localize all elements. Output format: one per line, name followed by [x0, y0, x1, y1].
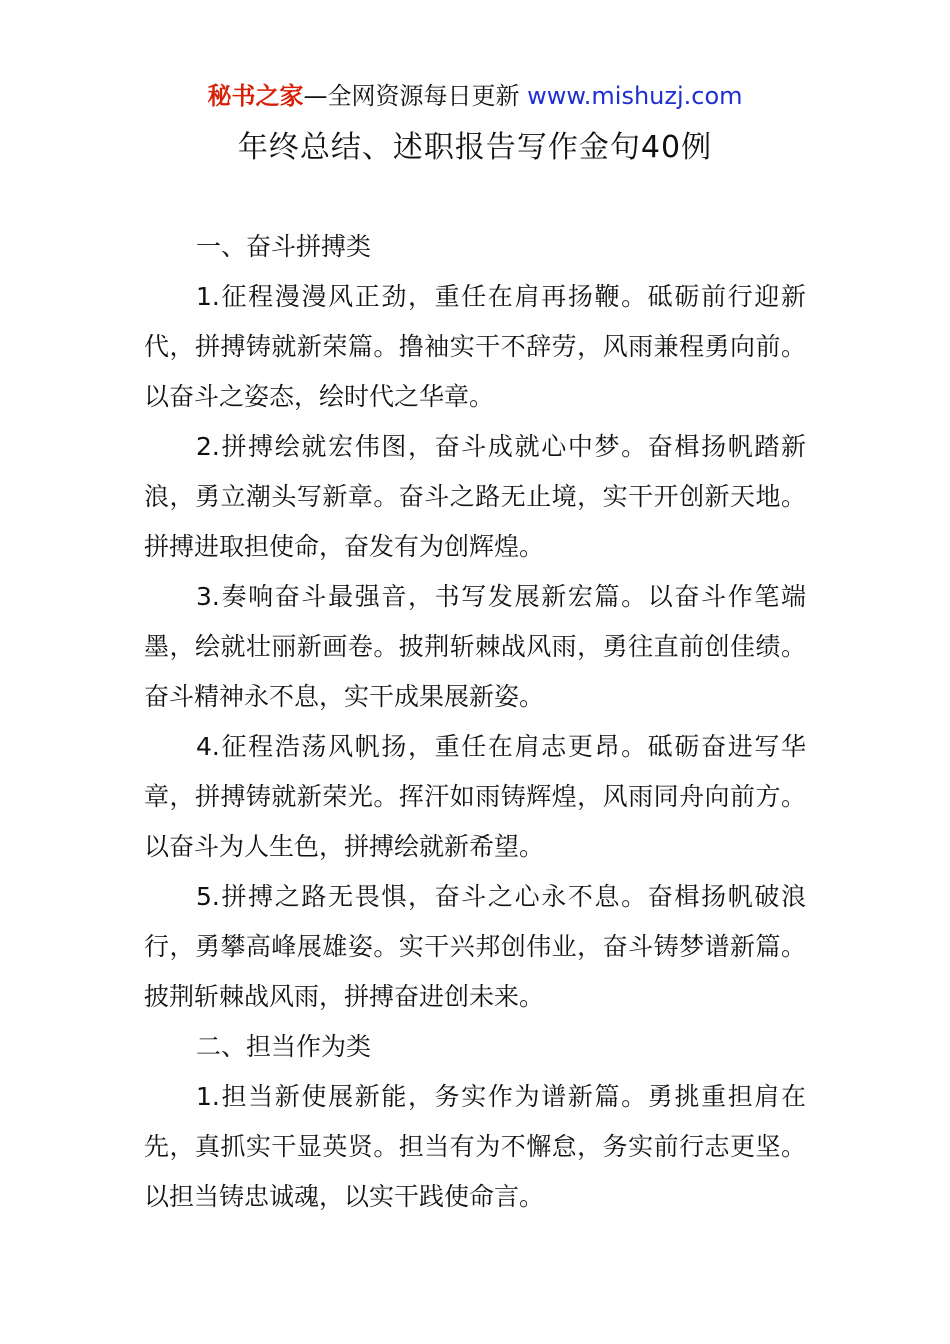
section-heading: 二、担当作为类 — [196, 1032, 372, 1061]
site-header — [0, 79, 950, 113]
paragraph: 5.拼搏之路无畏惧，奋斗之心永不息。奋楫扬帆破浪行，勇攀高峰展雄姿。实干兴邦创伟业，奋斗铸梦谱新篇。披荆斩棘战风雨，拼搏奋进创未来。 — [144, 882, 806, 1011]
document-body — [144, 222, 806, 1222]
paragraph: 3.奏响奋斗最强音，书写发展新宏篇。以奋斗作笔端墨，绘就壮丽新画卷。披荆斩棘战风雨，勇往直前创佳绩。奋斗精神永不息，实干成果展新姿。 — [144, 582, 806, 711]
document-title: 年终总结、述职报告写作金句40例 — [237, 130, 713, 165]
paragraph: 1.征程漫漫风正劲，重任在肩再扬鞭。砥砺前行迎新代，拼搏铸就新荣篇。撸袖实干不辞劳，风雨兼程勇向前。以奋斗之姿态，绘时代之华章。 — [144, 282, 806, 411]
header-tagline: —全网资源每日更新 — [303, 82, 520, 110]
site-url[interactable]: www.mishuzj.com — [527, 82, 743, 110]
section-heading: 一、奋斗拼搏类 — [196, 232, 372, 261]
paragraph: 1.担当新使展新能，务实作为谱新篇。勇挑重担肩在先，真抓实干显英贤。担当有为不懈怠，务实前行志更坚。以担当铸忠诚魂，以实干践使命言。 — [144, 1082, 806, 1211]
paragraph: 2.拼搏绘就宏伟图，奋斗成就心中梦。奋楫扬帆踏新浪，勇立潮头写新章。奋斗之路无止境，实干开创新天地。拼搏进取担使命，奋发有为创辉煌。 — [144, 432, 806, 561]
paragraph: 4.征程浩荡风帆扬，重任在肩志更昂。砥砺奋进写华章，拼搏铸就新荣光。挥汗如雨铸辉煌，风雨同舟向前方。以奋斗为人生色，拼搏绘就新希望。 — [144, 732, 806, 861]
brand-name: 秘书之家 — [207, 82, 304, 110]
